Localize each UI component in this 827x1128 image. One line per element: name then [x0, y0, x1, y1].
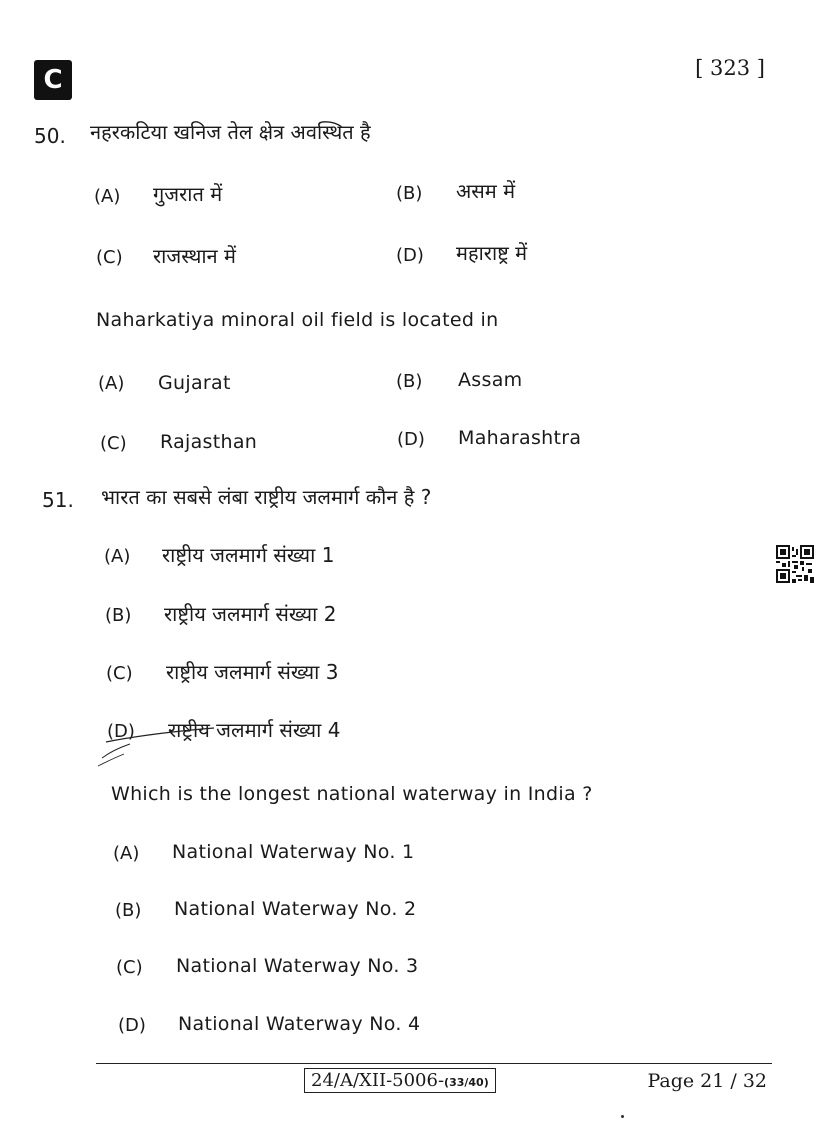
q50-hindi-option-label-d: (D) — [396, 245, 424, 266]
q51-english-option-label-d: (D) — [118, 1015, 146, 1036]
pen-strike-mark — [96, 718, 216, 768]
q51-hindi-option-label-b: (B) — [105, 605, 132, 626]
page-reference: [ 323 ] — [695, 56, 765, 80]
q50-english-option-d: Maharashtra — [458, 427, 582, 449]
q51-hindi-option-b: राष्ट्रीय जलमार्ग संख्या 2 — [164, 602, 337, 626]
q50-english-option-label-c: (C) — [100, 433, 127, 454]
q51-english-option-a: National Waterway No. 1 — [172, 841, 415, 863]
q50-hindi-option-b: असम में — [456, 179, 516, 203]
q50-hindi-option-d: महाराष्ट्र में — [456, 241, 528, 265]
q50-english-option-label-d: (D) — [397, 429, 425, 450]
qr-code-icon — [776, 545, 814, 583]
q51-hindi-option-label-d: (D) — [107, 721, 135, 742]
q51-hindi-option-a: राष्ट्रीय जलमार्ग संख्या 1 — [162, 543, 335, 567]
q50-hindi-option-a: गुजरात में — [153, 182, 223, 206]
q51-hindi-option-label-a: (A) — [104, 546, 131, 567]
paper-code-sheet: (33/40) — [444, 1076, 489, 1089]
paper-code-box — [304, 1068, 496, 1093]
q50-english-option-label-a: (A) — [98, 373, 125, 394]
question-number-50: 50. — [34, 124, 66, 148]
q51-hindi-option-c: राष्ट्रीय जलमार्ग संख्या 3 — [166, 660, 339, 684]
q51-english-option-b: National Waterway No. 2 — [174, 898, 417, 920]
q51-english-option-label-a: (A) — [113, 843, 140, 864]
q51-english-option-label-c: (C) — [116, 957, 143, 978]
scan-speck — [621, 1115, 624, 1118]
q51-english-question: Which is the longest national waterway in India ? — [111, 783, 593, 805]
q50-english-option-label-b: (B) — [396, 371, 423, 392]
q50-english-option-c: Rajasthan — [160, 431, 258, 453]
question-number-51: 51. — [42, 488, 74, 512]
q50-english-question: Naharkatiya minoral oil field is located in — [96, 309, 499, 331]
q50-hindi-option-c: राजस्थान में — [153, 244, 236, 268]
q50-english-option-a: Gujarat — [158, 372, 231, 394]
q51-hindi-option-d: राष्ट्रीय जलमार्ग संख्या 4 — [168, 718, 341, 742]
q51-hindi-question: भारत का सबसे लंबा राष्ट्रीय जलमार्ग कौन है ? — [101, 485, 432, 509]
q50-hindi-question: नहरकटिया खनिज तेल क्षेत्र अवस्थित है — [90, 120, 371, 144]
q50-hindi-option-label-b: (B) — [396, 183, 423, 204]
footer-divider — [96, 1063, 772, 1064]
q50-english-option-b: Assam — [458, 369, 523, 391]
q51-hindi-option-label-c: (C) — [106, 663, 133, 684]
page-number: Page 21 / 32 — [647, 1070, 767, 1092]
q50-hindi-option-label-a: (A) — [94, 186, 121, 207]
set-badge: C — [34, 60, 72, 100]
q51-english-option-label-b: (B) — [115, 900, 142, 921]
q51-english-option-d: National Waterway No. 4 — [178, 1013, 421, 1035]
q50-hindi-option-label-c: (C) — [96, 247, 123, 268]
paper-code: 24/A/XII-5006- — [311, 1070, 445, 1091]
q51-english-option-c: National Waterway No. 3 — [176, 955, 419, 977]
